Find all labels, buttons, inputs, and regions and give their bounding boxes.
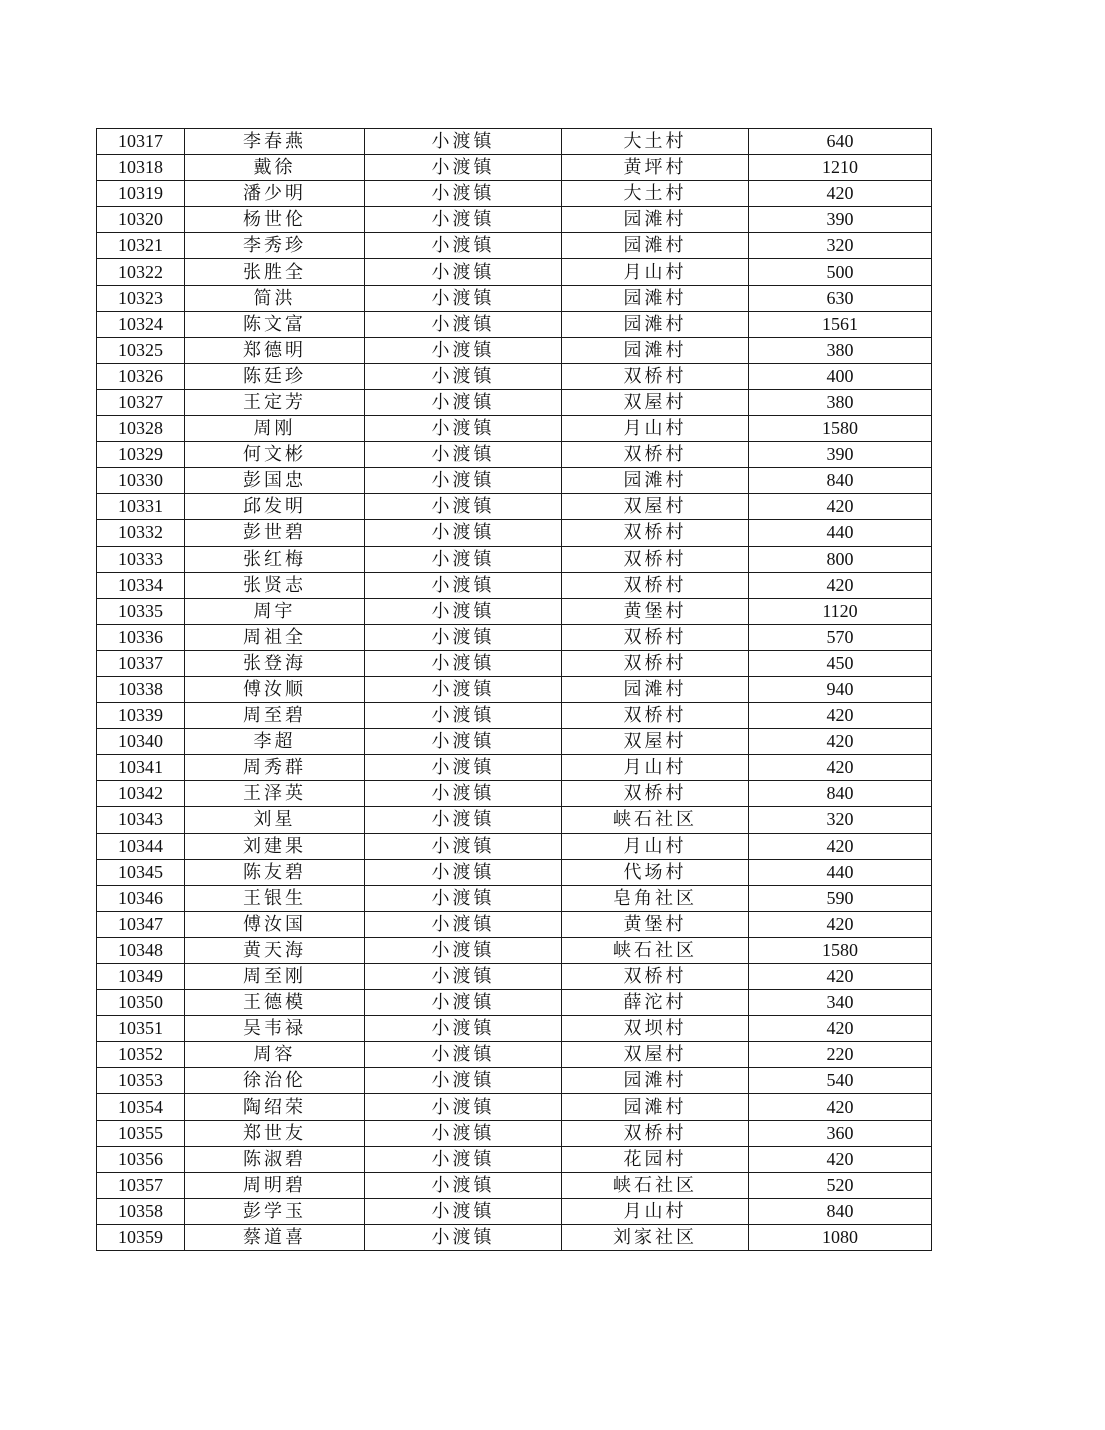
person-name-cell: 黄天海 <box>185 937 365 963</box>
amount-cell: 420 <box>749 703 932 729</box>
village-cell: 黄坪村 <box>562 155 749 181</box>
town-cell: 小渡镇 <box>365 129 562 155</box>
amount-cell: 380 <box>749 389 932 415</box>
person-name-cell: 蔡道喜 <box>185 1224 365 1250</box>
village-cell: 月山村 <box>562 1198 749 1224</box>
town-cell: 小渡镇 <box>365 1172 562 1198</box>
table-row <box>97 1172 932 1198</box>
town-cell: 小渡镇 <box>365 598 562 624</box>
village-cell: 园滩村 <box>562 207 749 233</box>
record-number-cell: 10319 <box>97 181 185 207</box>
table-row <box>97 546 932 572</box>
person-name-cell: 周至碧 <box>185 703 365 729</box>
record-number-cell: 10352 <box>97 1042 185 1068</box>
town-cell: 小渡镇 <box>365 311 562 337</box>
table-row <box>97 520 932 546</box>
village-cell: 峡石社区 <box>562 807 749 833</box>
village-cell: 园滩村 <box>562 676 749 702</box>
person-name-cell: 王银生 <box>185 885 365 911</box>
table-row <box>97 807 932 833</box>
town-cell: 小渡镇 <box>365 833 562 859</box>
person-name-cell: 邱发明 <box>185 494 365 520</box>
village-cell: 园滩村 <box>562 1068 749 1094</box>
village-cell: 双屋村 <box>562 1042 749 1068</box>
record-number-cell: 10339 <box>97 703 185 729</box>
amount-cell: 500 <box>749 259 932 285</box>
table-row <box>97 1068 932 1094</box>
village-cell: 双坝村 <box>562 1016 749 1042</box>
table-row <box>97 311 932 337</box>
village-cell: 月山村 <box>562 416 749 442</box>
table-row <box>97 572 932 598</box>
village-cell: 双桥村 <box>562 572 749 598</box>
table-row <box>97 468 932 494</box>
record-number-cell: 10354 <box>97 1094 185 1120</box>
village-cell: 双桥村 <box>562 650 749 676</box>
table-row <box>97 1198 932 1224</box>
record-number-cell: 10357 <box>97 1172 185 1198</box>
town-cell: 小渡镇 <box>365 885 562 911</box>
village-cell: 双桥村 <box>562 1120 749 1146</box>
village-cell: 大土村 <box>562 129 749 155</box>
town-cell: 小渡镇 <box>365 755 562 781</box>
record-number-cell: 10331 <box>97 494 185 520</box>
table-row <box>97 650 932 676</box>
table-row <box>97 624 932 650</box>
record-number-cell: 10346 <box>97 885 185 911</box>
record-number-cell: 10323 <box>97 285 185 311</box>
table-row <box>97 337 932 363</box>
table-row <box>97 259 932 285</box>
record-number-cell: 10350 <box>97 990 185 1016</box>
person-name-cell: 王泽英 <box>185 781 365 807</box>
amount-cell: 320 <box>749 233 932 259</box>
village-cell: 黄堡村 <box>562 911 749 937</box>
person-name-cell: 彭学玉 <box>185 1198 365 1224</box>
person-name-cell: 刘建果 <box>185 833 365 859</box>
town-cell: 小渡镇 <box>365 1146 562 1172</box>
amount-cell: 420 <box>749 729 932 755</box>
amount-cell: 420 <box>749 1016 932 1042</box>
record-number-cell: 10359 <box>97 1224 185 1250</box>
record-number-cell: 10325 <box>97 337 185 363</box>
record-number-cell: 10347 <box>97 911 185 937</box>
village-cell: 园滩村 <box>562 337 749 363</box>
village-cell: 园滩村 <box>562 285 749 311</box>
person-name-cell: 李春燕 <box>185 129 365 155</box>
amount-cell: 420 <box>749 755 932 781</box>
village-cell: 双桥村 <box>562 442 749 468</box>
table-row <box>97 1120 932 1146</box>
table-row <box>97 207 932 233</box>
amount-cell: 390 <box>749 207 932 233</box>
amount-cell: 420 <box>749 494 932 520</box>
table-row <box>97 1224 932 1250</box>
village-cell: 黄堡村 <box>562 598 749 624</box>
person-name-cell: 简洪 <box>185 285 365 311</box>
town-cell: 小渡镇 <box>365 703 562 729</box>
amount-cell: 570 <box>749 624 932 650</box>
table-row <box>97 363 932 389</box>
amount-cell: 1080 <box>749 1224 932 1250</box>
town-cell: 小渡镇 <box>365 781 562 807</box>
person-name-cell: 杨世伦 <box>185 207 365 233</box>
village-cell: 双屋村 <box>562 729 749 755</box>
amount-cell: 840 <box>749 781 932 807</box>
person-name-cell: 周秀群 <box>185 755 365 781</box>
person-name-cell: 彭国忠 <box>185 468 365 494</box>
person-name-cell: 王定芳 <box>185 389 365 415</box>
amount-cell: 390 <box>749 442 932 468</box>
town-cell: 小渡镇 <box>365 337 562 363</box>
town-cell: 小渡镇 <box>365 181 562 207</box>
person-name-cell: 张红梅 <box>185 546 365 572</box>
village-cell: 双屋村 <box>562 494 749 520</box>
record-number-cell: 10321 <box>97 233 185 259</box>
amount-cell: 420 <box>749 1146 932 1172</box>
village-cell: 双桥村 <box>562 624 749 650</box>
record-number-cell: 10341 <box>97 755 185 781</box>
amount-cell: 440 <box>749 859 932 885</box>
village-cell: 园滩村 <box>562 1094 749 1120</box>
record-number-cell: 10353 <box>97 1068 185 1094</box>
village-cell: 双屋村 <box>562 389 749 415</box>
amount-cell: 380 <box>749 337 932 363</box>
town-cell: 小渡镇 <box>365 259 562 285</box>
table-row <box>97 911 932 937</box>
town-cell: 小渡镇 <box>365 520 562 546</box>
person-name-cell: 陈淑碧 <box>185 1146 365 1172</box>
table-row <box>97 598 932 624</box>
table-row <box>97 703 932 729</box>
table-row <box>97 755 932 781</box>
town-cell: 小渡镇 <box>365 155 562 181</box>
person-name-cell: 刘星 <box>185 807 365 833</box>
person-name-cell: 李超 <box>185 729 365 755</box>
amount-cell: 450 <box>749 650 932 676</box>
record-number-cell: 10345 <box>97 859 185 885</box>
person-name-cell: 徐治伦 <box>185 1068 365 1094</box>
person-name-cell: 周至刚 <box>185 964 365 990</box>
town-cell: 小渡镇 <box>365 1120 562 1146</box>
village-cell: 花园村 <box>562 1146 749 1172</box>
village-cell: 代场村 <box>562 859 749 885</box>
town-cell: 小渡镇 <box>365 624 562 650</box>
amount-cell: 420 <box>749 1094 932 1120</box>
record-number-cell: 10332 <box>97 520 185 546</box>
town-cell: 小渡镇 <box>365 650 562 676</box>
village-cell: 园滩村 <box>562 233 749 259</box>
record-number-cell: 10317 <box>97 129 185 155</box>
amount-cell: 420 <box>749 964 932 990</box>
record-number-cell: 10322 <box>97 259 185 285</box>
town-cell: 小渡镇 <box>365 729 562 755</box>
village-cell: 双桥村 <box>562 546 749 572</box>
amount-cell: 220 <box>749 1042 932 1068</box>
village-cell: 皂角社区 <box>562 885 749 911</box>
table-row <box>97 233 932 259</box>
town-cell: 小渡镇 <box>365 572 562 598</box>
table-row <box>97 1094 932 1120</box>
person-name-cell: 周宇 <box>185 598 365 624</box>
record-number-cell: 10324 <box>97 311 185 337</box>
town-cell: 小渡镇 <box>365 416 562 442</box>
amount-cell: 1561 <box>749 311 932 337</box>
table-row <box>97 833 932 859</box>
amount-cell: 630 <box>749 285 932 311</box>
town-cell: 小渡镇 <box>365 468 562 494</box>
record-number-cell: 10328 <box>97 416 185 442</box>
person-name-cell: 何文彬 <box>185 442 365 468</box>
amount-cell: 1120 <box>749 598 932 624</box>
town-cell: 小渡镇 <box>365 233 562 259</box>
town-cell: 小渡镇 <box>365 1224 562 1250</box>
amount-cell: 360 <box>749 1120 932 1146</box>
village-cell: 月山村 <box>562 833 749 859</box>
record-number-cell: 10348 <box>97 937 185 963</box>
record-number-cell: 10320 <box>97 207 185 233</box>
record-number-cell: 10351 <box>97 1016 185 1042</box>
amount-cell: 840 <box>749 468 932 494</box>
record-number-cell: 10356 <box>97 1146 185 1172</box>
town-cell: 小渡镇 <box>365 990 562 1016</box>
amount-cell: 420 <box>749 833 932 859</box>
record-number-cell: 10327 <box>97 389 185 415</box>
table-row <box>97 416 932 442</box>
village-cell: 刘家社区 <box>562 1224 749 1250</box>
record-number-cell: 10337 <box>97 650 185 676</box>
record-number-cell: 10330 <box>97 468 185 494</box>
person-name-cell: 郑德明 <box>185 337 365 363</box>
village-cell: 双桥村 <box>562 520 749 546</box>
amount-cell: 320 <box>749 807 932 833</box>
village-cell: 园滩村 <box>562 311 749 337</box>
person-name-cell: 周祖全 <box>185 624 365 650</box>
amount-cell: 340 <box>749 990 932 1016</box>
person-name-cell: 陈文富 <box>185 311 365 337</box>
village-cell: 峡石社区 <box>562 1172 749 1198</box>
record-number-cell: 10355 <box>97 1120 185 1146</box>
person-name-cell: 陶绍荣 <box>185 1094 365 1120</box>
table-row <box>97 729 932 755</box>
town-cell: 小渡镇 <box>365 807 562 833</box>
amount-cell: 400 <box>749 363 932 389</box>
town-cell: 小渡镇 <box>365 964 562 990</box>
amount-cell: 440 <box>749 520 932 546</box>
village-cell: 双桥村 <box>562 363 749 389</box>
village-cell: 双桥村 <box>562 781 749 807</box>
person-name-cell: 彭世碧 <box>185 520 365 546</box>
amount-cell: 800 <box>749 546 932 572</box>
person-name-cell: 周明碧 <box>185 1172 365 1198</box>
town-cell: 小渡镇 <box>365 676 562 702</box>
village-cell: 月山村 <box>562 259 749 285</box>
amount-cell: 420 <box>749 911 932 937</box>
amount-cell: 1580 <box>749 937 932 963</box>
village-cell: 双桥村 <box>562 964 749 990</box>
record-number-cell: 10334 <box>97 572 185 598</box>
amount-cell: 520 <box>749 1172 932 1198</box>
village-cell: 月山村 <box>562 755 749 781</box>
town-cell: 小渡镇 <box>365 442 562 468</box>
record-number-cell: 10326 <box>97 363 185 389</box>
person-name-cell: 陈廷珍 <box>185 363 365 389</box>
amount-cell: 840 <box>749 1198 932 1224</box>
person-name-cell: 张胜全 <box>185 259 365 285</box>
table-row <box>97 937 932 963</box>
record-number-cell: 10358 <box>97 1198 185 1224</box>
town-cell: 小渡镇 <box>365 389 562 415</box>
record-number-cell: 10333 <box>97 546 185 572</box>
person-name-cell: 周容 <box>185 1042 365 1068</box>
person-name-cell: 周刚 <box>185 416 365 442</box>
table-row <box>97 1016 932 1042</box>
table-row <box>97 964 932 990</box>
village-cell: 峡石社区 <box>562 937 749 963</box>
record-number-cell: 10318 <box>97 155 185 181</box>
village-cell: 薛沱村 <box>562 990 749 1016</box>
record-number-cell: 10340 <box>97 729 185 755</box>
person-name-cell: 傅汝顺 <box>185 676 365 702</box>
table-row <box>97 494 932 520</box>
town-cell: 小渡镇 <box>365 1016 562 1042</box>
table-row <box>97 181 932 207</box>
table-row <box>97 389 932 415</box>
amount-cell: 1210 <box>749 155 932 181</box>
amount-cell: 420 <box>749 181 932 207</box>
village-cell: 园滩村 <box>562 468 749 494</box>
town-cell: 小渡镇 <box>365 363 562 389</box>
table-row <box>97 859 932 885</box>
amount-cell: 940 <box>749 676 932 702</box>
table-row <box>97 885 932 911</box>
record-number-cell: 10336 <box>97 624 185 650</box>
town-cell: 小渡镇 <box>365 937 562 963</box>
person-name-cell: 吴韦禄 <box>185 1016 365 1042</box>
person-name-cell: 张贤志 <box>185 572 365 598</box>
table-row <box>97 1042 932 1068</box>
table-row <box>97 442 932 468</box>
person-name-cell: 戴徐 <box>185 155 365 181</box>
town-cell: 小渡镇 <box>365 1068 562 1094</box>
person-name-cell: 郑世友 <box>185 1120 365 1146</box>
town-cell: 小渡镇 <box>365 1094 562 1120</box>
table-row <box>97 676 932 702</box>
person-name-cell: 傅汝国 <box>185 911 365 937</box>
town-cell: 小渡镇 <box>365 1042 562 1068</box>
table-row <box>97 990 932 1016</box>
town-cell: 小渡镇 <box>365 911 562 937</box>
table-row <box>97 1146 932 1172</box>
village-cell: 大土村 <box>562 181 749 207</box>
person-name-cell: 陈友碧 <box>185 859 365 885</box>
amount-cell: 640 <box>749 129 932 155</box>
town-cell: 小渡镇 <box>365 207 562 233</box>
amount-cell: 540 <box>749 1068 932 1094</box>
table-row <box>97 129 932 155</box>
record-number-cell: 10342 <box>97 781 185 807</box>
village-cell: 双桥村 <box>562 703 749 729</box>
person-name-cell: 张登海 <box>185 650 365 676</box>
person-name-cell: 李秀珍 <box>185 233 365 259</box>
table-row <box>97 781 932 807</box>
table-row <box>97 285 932 311</box>
person-name-cell: 王德模 <box>185 990 365 1016</box>
record-number-cell: 10349 <box>97 964 185 990</box>
record-number-cell: 10343 <box>97 807 185 833</box>
town-cell: 小渡镇 <box>365 859 562 885</box>
table-row <box>97 155 932 181</box>
roster-table-body <box>97 129 932 1251</box>
amount-cell: 420 <box>749 572 932 598</box>
town-cell: 小渡镇 <box>365 285 562 311</box>
town-cell: 小渡镇 <box>365 494 562 520</box>
roster-table <box>96 128 932 1251</box>
record-number-cell: 10329 <box>97 442 185 468</box>
amount-cell: 590 <box>749 885 932 911</box>
town-cell: 小渡镇 <box>365 1198 562 1224</box>
town-cell: 小渡镇 <box>365 546 562 572</box>
record-number-cell: 10338 <box>97 676 185 702</box>
person-name-cell: 潘少明 <box>185 181 365 207</box>
record-number-cell: 10335 <box>97 598 185 624</box>
record-number-cell: 10344 <box>97 833 185 859</box>
amount-cell: 1580 <box>749 416 932 442</box>
